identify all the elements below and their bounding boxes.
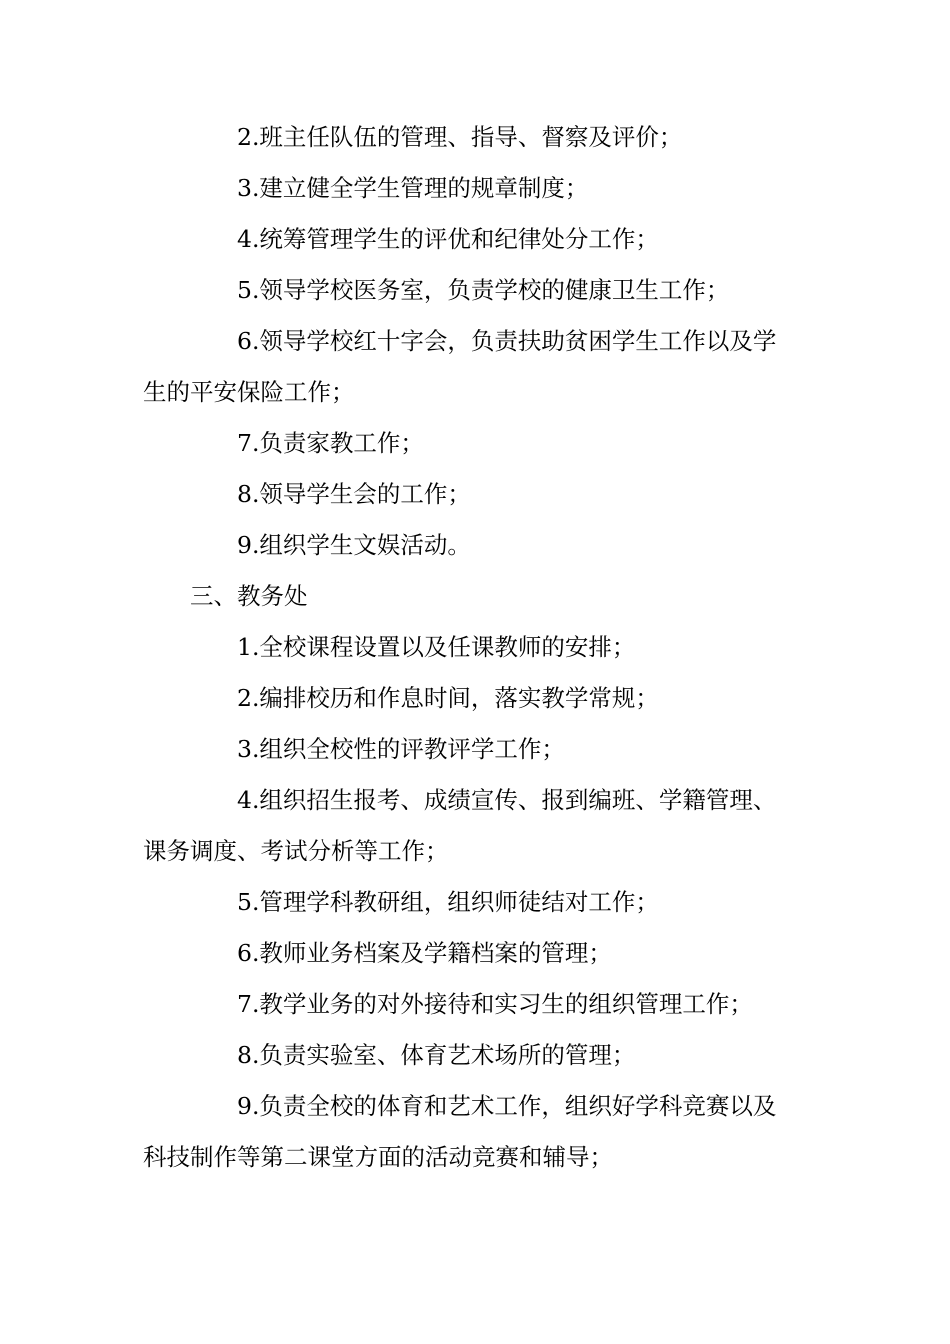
- item-number: 7.: [237, 990, 260, 1018]
- item-text: 组织招生报考、成绩宣传、报到编班、学籍管理、课务调度、考试分析等工作；: [143, 786, 777, 865]
- item-number: 1.: [237, 633, 260, 661]
- document-body: [143, 112, 793, 1183]
- section-heading: [143, 571, 793, 622]
- item-number: 5.: [237, 888, 260, 916]
- item-number: 6.: [237, 327, 260, 355]
- item-number: 2.: [237, 123, 260, 151]
- item-text: 教学业务的对外接待和实习生的组织管理工作；: [259, 990, 753, 1018]
- item-number: 7.: [237, 429, 260, 457]
- item-number: 9.: [237, 1092, 260, 1120]
- list-item-5: [143, 265, 793, 316]
- item-number: 5.: [237, 276, 260, 304]
- item-text: 班主任队伍的管理、指导、督察及评价；: [259, 123, 683, 151]
- list-item-1: [143, 622, 793, 673]
- list-item-8: [143, 1030, 793, 1081]
- item-text: 组织学生文娱活动。: [259, 531, 471, 559]
- section-heading-text: 三、教务处: [190, 582, 308, 610]
- item-number: 8.: [237, 480, 260, 508]
- item-number: 4.: [237, 225, 260, 253]
- item-number: 2.: [237, 684, 260, 712]
- item-text: 教师业务档案及学籍档案的管理；: [259, 939, 612, 967]
- list-item-4: [143, 775, 793, 877]
- item-text: 领导学校医务室，负责学校的健康卫生工作；: [259, 276, 730, 304]
- list-item-7: [143, 418, 793, 469]
- item-text: 负责全校的体育和艺术工作，组织好学科竞赛以及科技制作等第二课堂方面的活动竞赛和辅导；: [143, 1092, 777, 1171]
- item-text: 全校课程设置以及任课教师的安排；: [259, 633, 636, 661]
- list-item-8: [143, 469, 793, 520]
- item-text: 组织全校性的评教评学工作；: [259, 735, 565, 763]
- list-item-4: [143, 214, 793, 265]
- item-number: 3.: [237, 735, 260, 763]
- list-item-3: [143, 163, 793, 214]
- list-item-5: [143, 877, 793, 928]
- list-item-6: [143, 316, 793, 418]
- item-number: 6.: [237, 939, 260, 967]
- item-text: 编排校历和作息时间，落实教学常规；: [259, 684, 659, 712]
- item-text: 管理学科教研组，组织师徒结对工作；: [259, 888, 659, 916]
- list-item-7: [143, 979, 793, 1030]
- item-text: 建立健全学生管理的规章制度；: [259, 174, 589, 202]
- item-text: 统筹管理学生的评优和纪律处分工作；: [259, 225, 659, 253]
- list-item-2: [143, 112, 793, 163]
- item-number: 4.: [237, 786, 260, 814]
- list-item-2: [143, 673, 793, 724]
- item-number: 8.: [237, 1041, 260, 1069]
- item-number: 9.: [237, 531, 260, 559]
- item-number: 3.: [237, 174, 260, 202]
- item-text: 领导学生会的工作；: [259, 480, 471, 508]
- item-text: 领导学校红十字会，负责扶助贫困学生工作以及学生的平安保险工作；: [143, 327, 777, 406]
- list-item-9: [143, 520, 793, 571]
- item-text: 负责实验室、体育艺术场所的管理；: [259, 1041, 636, 1069]
- list-item-9: [143, 1081, 793, 1183]
- item-text: 负责家教工作；: [259, 429, 424, 457]
- list-item-6: [143, 928, 793, 979]
- list-item-3: [143, 724, 793, 775]
